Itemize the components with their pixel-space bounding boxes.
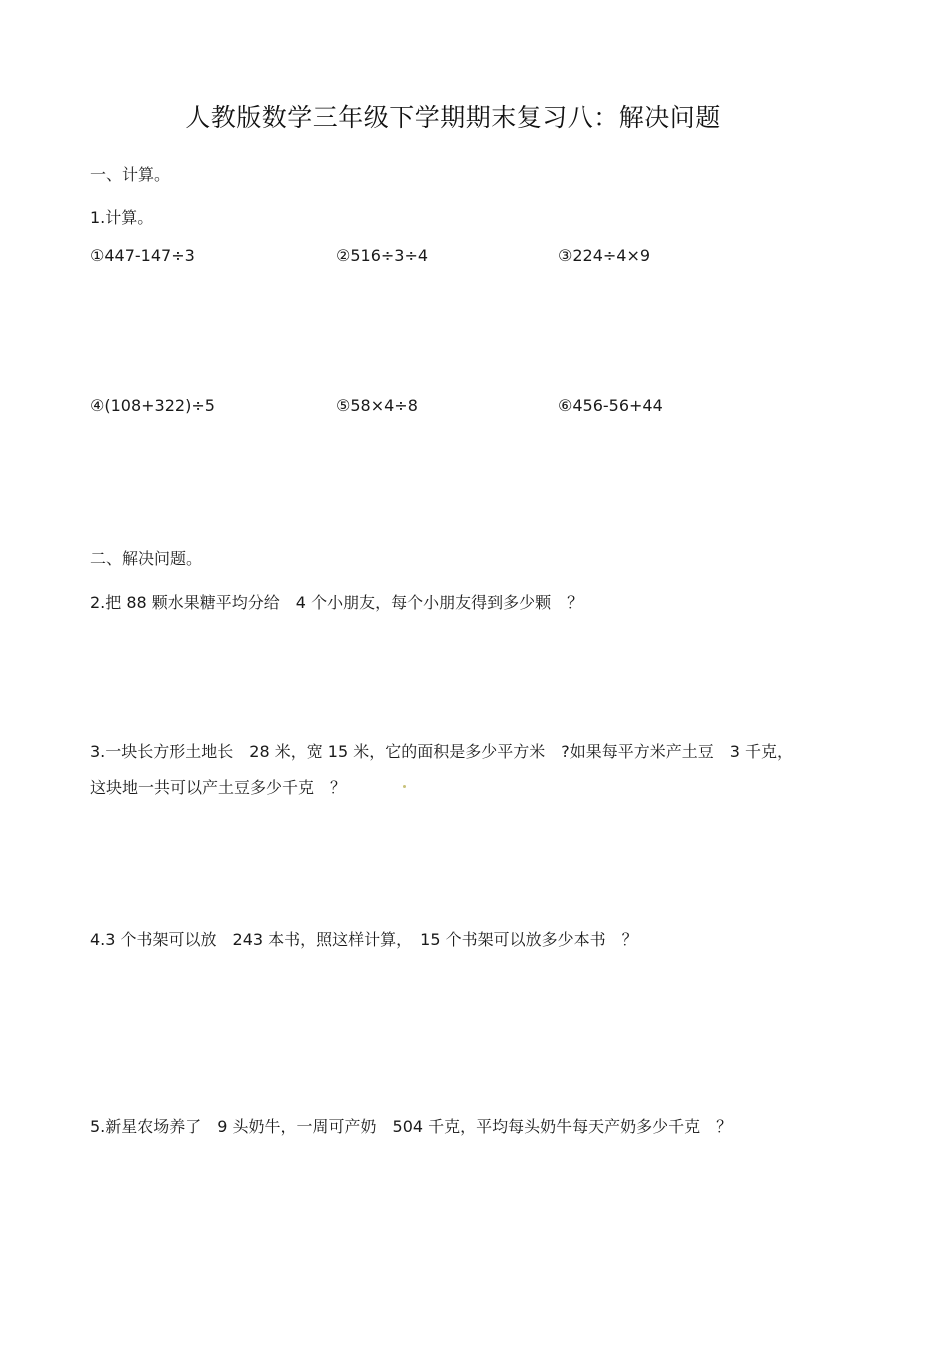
question-4: 4.3 个书架可以放 243 本书，照这样计算， 15 个书架可以放多少本书 ？: [90, 930, 638, 949]
calc-item-5: ⑤58×4÷8: [336, 396, 418, 415]
section-heading-problem-solving: 二、解决问题。: [90, 549, 203, 568]
calc-item-4: ④(108+322)÷5: [90, 396, 215, 415]
question-1-label: 1.计算。: [90, 208, 154, 227]
calc-item-3: ③224÷4×9: [558, 246, 651, 265]
calc-item-6: ⑥456-56+44: [558, 396, 663, 415]
question-2: 2.把 88 颗水果糖平均分给 4 个小朋友，每个小朋友得到多少颗 ？: [90, 593, 584, 612]
document-title: 人教版数学三年级下学期期末复习八：解决问题: [185, 103, 721, 132]
question-3-line-2: 这块地一共可以产土豆多少千克 ？: [90, 778, 347, 797]
question-5: 5.新星农场养了 9 头奶牛，一周可产奶 504 千克，平均每头奶牛每天产奶多少千克 ？: [90, 1117, 733, 1136]
question-3-line-1: 3.一块长方形土地长 28 米，宽 15 米，它的面积是多少平方米 ?如果每平方米产土豆 3 千克，: [90, 742, 794, 761]
calc-item-1: ①447-147÷3: [90, 246, 195, 265]
calc-item-2: ②516÷3÷4: [336, 246, 429, 265]
speck-mark: [403, 785, 406, 788]
section-heading-calculation: 一、计算。: [90, 165, 171, 184]
